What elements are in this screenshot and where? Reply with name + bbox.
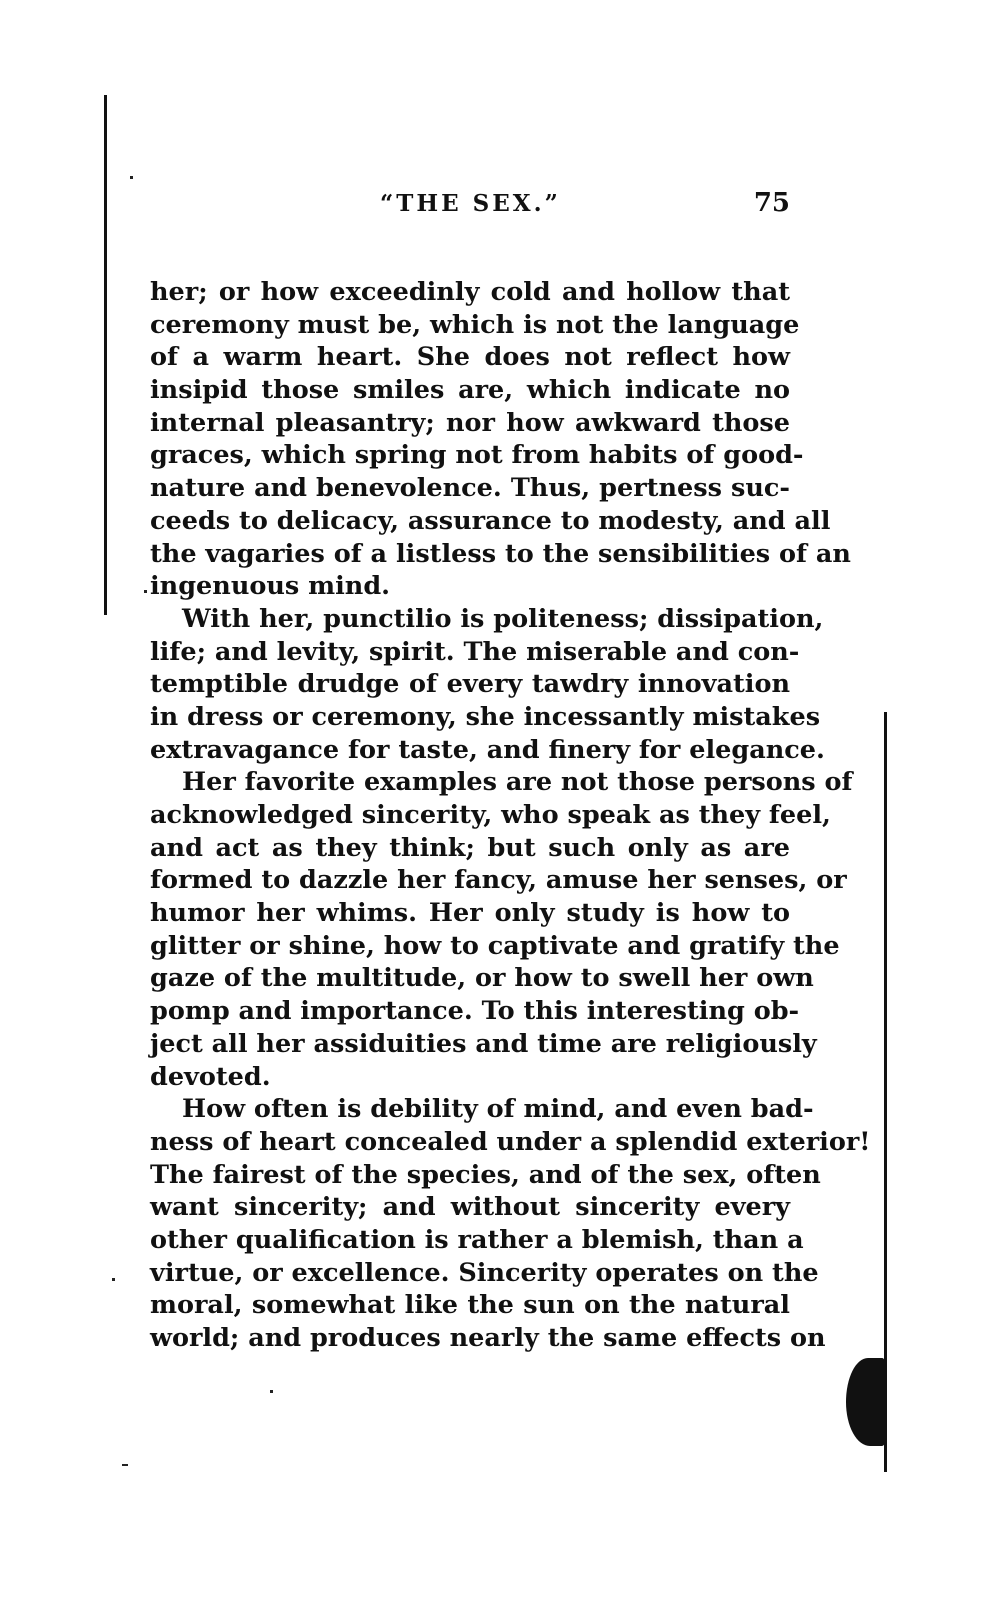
running-head-title: “THE SEX.” <box>380 190 561 217</box>
text-line: world; and produces nearly the same effects on <box>150 1323 826 1353</box>
paragraph <box>150 1093 871 1355</box>
text-line: humor her whims. Her only study is how to <box>150 898 790 929</box>
text-line: acknowledged sincerity, who speak as they feel, <box>150 800 831 830</box>
text-line: her; or how exceedinly cold and hollow that <box>150 277 790 307</box>
text-line: temptible drudge of every tawdry innovation <box>150 669 790 700</box>
paragraph <box>150 603 825 766</box>
text-line: insipid those smiles are, which indicate no <box>150 375 790 406</box>
ink-blot <box>846 1358 886 1446</box>
text-line: nature and benevolence. Thus, pertness suc- <box>150 473 790 504</box>
speck <box>130 176 133 179</box>
speck <box>112 1278 115 1281</box>
text-line: moral, somewhat like the sun on the natural <box>150 1290 790 1321</box>
text-line: in dress or ceremony, she incessantly mistakes <box>150 701 821 732</box>
page-edge-right <box>884 712 887 1472</box>
text-line: ject all her assiduities and time are religiously <box>150 1028 817 1059</box>
text-line: Her favorite examples are not those persons of <box>182 767 853 798</box>
text-line: graces, which spring not from habits of good- <box>150 440 804 471</box>
text-line: other qualification is rather a blemish, than a <box>150 1224 804 1255</box>
text-line: of a warm heart. She does not reflect how <box>150 342 790 373</box>
body-text <box>150 276 871 1355</box>
text-line: How often is debility of mind, and even bad- <box>182 1094 814 1125</box>
text-line: ceremony must be, which is not the language <box>150 309 800 340</box>
text-line: the vagaries of a listless to the sensibilities of an <box>150 538 851 569</box>
text-line: ceeds to delicacy, assurance to modesty, and all <box>150 505 831 536</box>
text-line: pomp and importance. To this interesting ob- <box>150 996 800 1027</box>
page-edge-left <box>104 95 107 615</box>
page-number: 75 <box>753 188 790 218</box>
speck <box>270 1390 273 1393</box>
text-line: want sincerity; and without sincerity every <box>150 1192 790 1223</box>
text-line: With her, punctilio is politeness; dissipation, <box>182 603 824 634</box>
paragraph <box>150 766 853 1093</box>
text-line: ness of heart concealed under a splendid exterior! <box>150 1126 871 1157</box>
text-line: The fairest of the species, and of the sex, often <box>150 1159 821 1190</box>
text-line: devoted. <box>150 1061 271 1092</box>
text-line: life; and levity, spirit. The miserable and con- <box>150 636 800 667</box>
speck <box>144 590 147 593</box>
text-line: glitter or shine, how to captivate and gratify the <box>150 930 840 961</box>
text-line: formed to dazzle her fancy, amuse her senses, or <box>150 865 847 896</box>
text-line: and act as they think; but such only as are <box>150 832 790 863</box>
text-line: extravagance for taste, and finery for elegance. <box>150 734 825 765</box>
speck <box>122 1464 128 1466</box>
text-line: virtue, or excellence. Sincerity operates on the <box>150 1257 819 1288</box>
text-line: gaze of the multitude, or how to swell her own <box>150 963 814 994</box>
running-head <box>150 188 790 228</box>
paragraph <box>150 276 851 603</box>
text-line: ingenuous mind. <box>150 571 391 602</box>
text-line: internal pleasantry; nor how awkward those <box>150 407 790 438</box>
